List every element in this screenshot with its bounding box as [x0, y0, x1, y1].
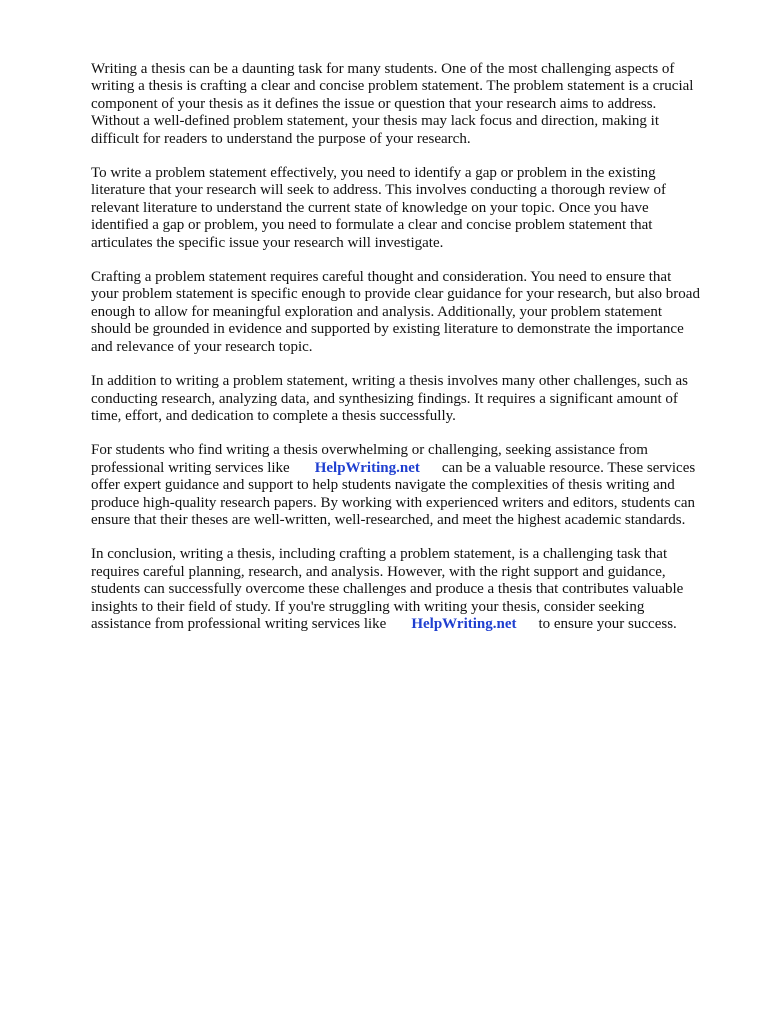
text-line: requires careful planning, research, and analysis. However, with the right support and guidance, — [91, 563, 666, 580]
text-line: students can successfully overcome these challenges and produce a thesis that contributes valuable — [91, 581, 684, 598]
text-line: articulates the specific issue your research will investigate. — [91, 234, 444, 251]
text-line: time, effort, and dedication to complete a thesis successfully. — [91, 407, 456, 424]
text-line: Crafting a problem statement requires careful thought and consideration. You need to ensure that — [91, 269, 672, 286]
text-line: difficult for readers to understand the purpose of your research. — [91, 130, 471, 147]
text-line: Without a well-defined problem statement, your thesis may lack focus and direction, making it — [91, 113, 659, 130]
text-segment: can be a valuable resource. These services — [441, 459, 696, 476]
text-line: literature that your research will seek to address. This involves conducting a thorough review of — [91, 182, 666, 199]
paragraph-4 — [91, 373, 731, 425]
text-segment: professional writing services like — [91, 459, 290, 476]
text-line: enough to allow for meaningful exploration and analysis. Additionally, your problem statement — [91, 303, 662, 320]
text-line: identified a gap or problem, you need to formulate a clear and concise problem statement that — [91, 217, 653, 234]
paragraph-5 — [91, 442, 731, 529]
document-body — [91, 61, 731, 650]
text-line-with-link — [91, 460, 731, 477]
text-line: insights to their field of study. If you're struggling with writing your thesis, consider seeking — [91, 598, 645, 615]
text-segment: assistance from professional writing services like — [91, 615, 387, 632]
text-line: For students who find writing a thesis overwhelming or challenging, seeking assistance from — [91, 442, 648, 459]
text-line: relevant literature to understand the current state of knowledge on your topic. Once you have — [91, 199, 649, 216]
text-line: In addition to writing a problem statement, writing a thesis involves many other challenges, such as — [91, 373, 688, 390]
text-line: and relevance of your research topic. — [91, 338, 313, 355]
text-line: In conclusion, writing a thesis, including crafting a problem statement, is a challenging task that — [91, 546, 668, 563]
text-line: ensure that their theses are well-written, well-researched, and meet the highest academic standards. — [91, 511, 686, 528]
helpwriting-link[interactable]: HelpWriting.net — [314, 459, 420, 476]
helpwriting-link[interactable]: HelpWriting.net — [411, 615, 517, 632]
text-line: should be grounded in evidence and supported by existing literature to demonstrate the importance — [91, 321, 684, 338]
text-line: Writing a thesis can be a daunting task for many students. One of the most challenging aspects of — [91, 61, 675, 77]
paragraph-1 — [91, 61, 731, 148]
paragraph-3 — [91, 269, 731, 356]
text-line-with-link — [91, 616, 731, 633]
paragraph-2 — [91, 165, 731, 252]
text-segment: to ensure your success. — [538, 615, 677, 632]
paragraph-6 — [91, 546, 731, 633]
text-line: offer expert guidance and support to help students navigate the complexities of thesis writing and — [91, 477, 675, 494]
text-line: your problem statement is specific enough to provide clear guidance for your research, but also broad — [91, 286, 700, 303]
text-line: To write a problem statement effectively, you need to identify a gap or problem in the existing — [91, 165, 656, 182]
text-line: produce high-quality research papers. By working with experienced writers and editors, students can — [91, 494, 695, 511]
text-line: writing a thesis is crafting a clear and concise problem statement. The problem statement is a crucial — [91, 78, 694, 95]
text-line: component of your thesis as it defines the issue or question that your research aims to address. — [91, 95, 657, 112]
text-line: conducting research, analyzing data, and synthesizing findings. It requires a significant amount of — [91, 390, 678, 407]
